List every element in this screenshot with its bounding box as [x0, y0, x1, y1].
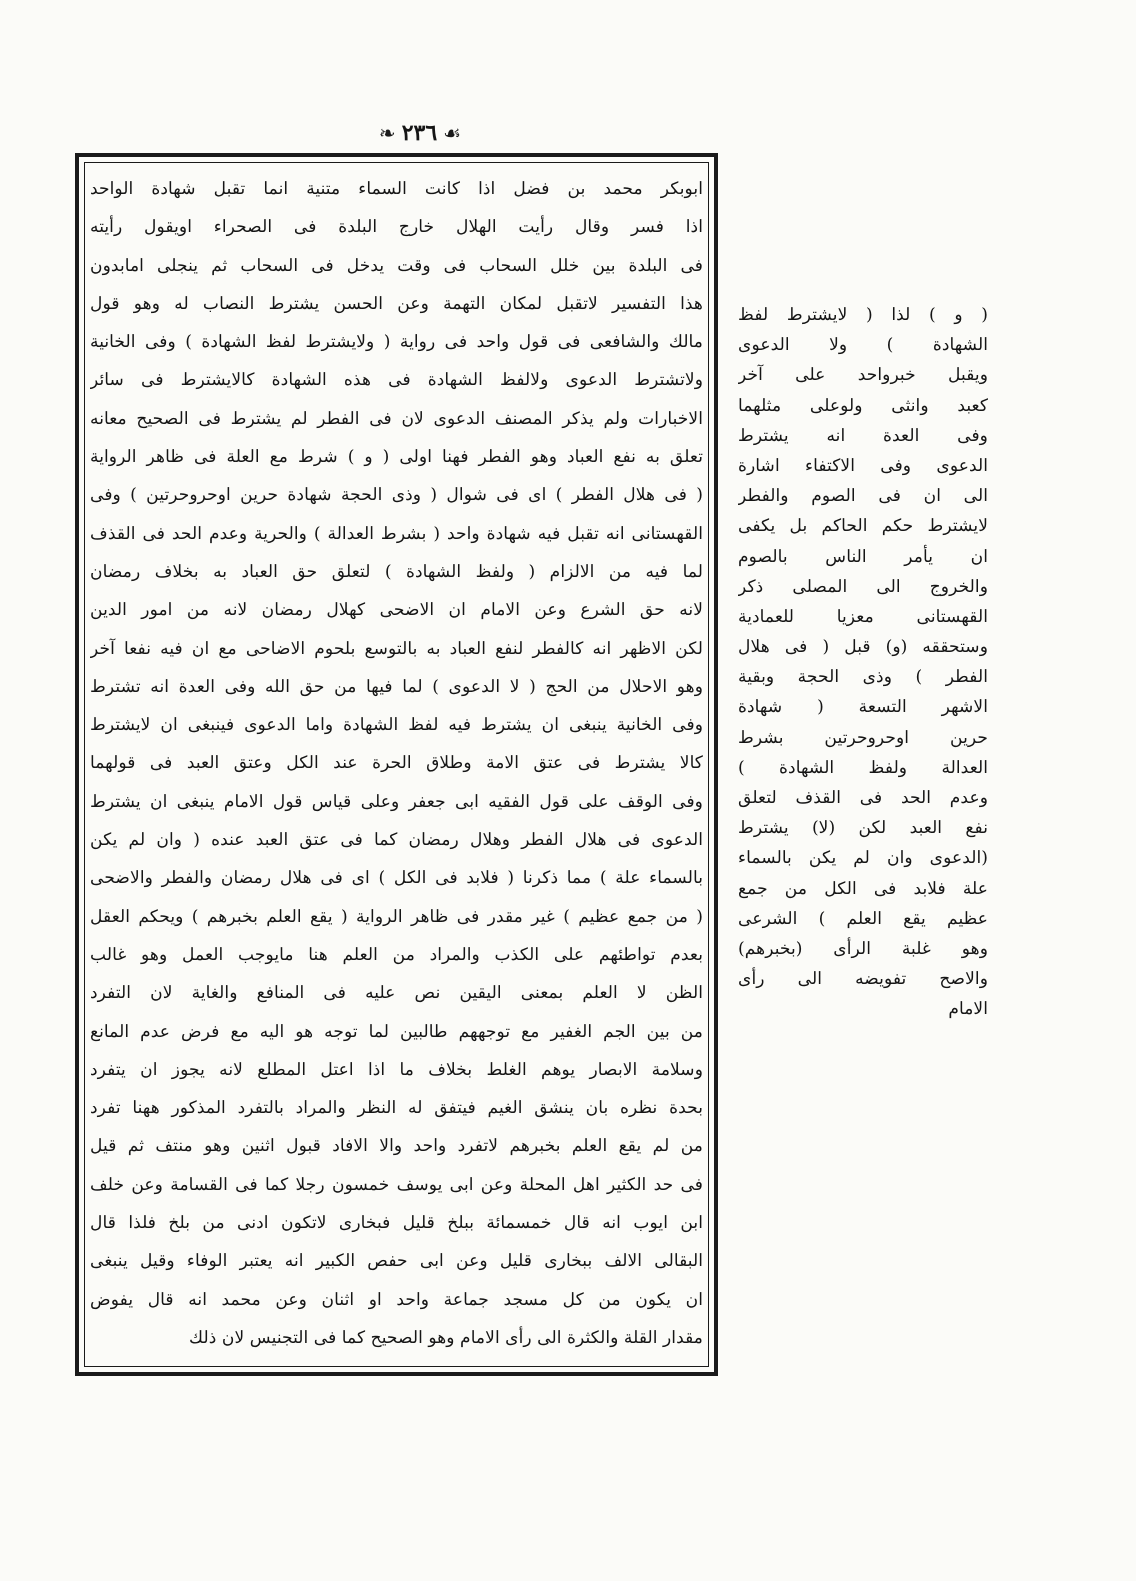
margin-text-line: ( و ) لذا ( لايشترط لفظ	[738, 305, 988, 325]
margin-text-line: (الدعوى وان لم يكن بالسماء	[738, 848, 988, 869]
margin-text-line: نفع العبد لكن (لا) يشترط	[738, 818, 988, 839]
main-text-line: تعلق به نفع العباد وهو الفطر فهنا اولى ( و ) شرط مع العلة فى ظاهر الرواية	[90, 447, 703, 468]
margin-text-line: والخروج الى المصلى ذكر	[738, 576, 988, 597]
margin-text-line: القهستانى معزيا للعمادية	[738, 606, 988, 627]
main-text-line: مقدار القلة والكثرة الى رأى الامام وهو الصحيح كما فى التجنيس لان ذلك	[189, 1327, 703, 1348]
margin-text-line: الى ان فى الصوم والفطر	[738, 486, 988, 507]
margin-text-line: العدالة ولفظ الشهادة )	[738, 757, 988, 778]
left-ornament-icon: ❧	[378, 121, 396, 145]
margin-text-line: الامام	[948, 999, 988, 1020]
main-text-line: وفى الوقف على قول الفقيه ابى جعفر وعلى قياس قول الامام ينبغى ان يشترط	[90, 791, 703, 812]
margin-text-line: لايشترط حكم الحاكم بل يكفى	[738, 516, 988, 537]
main-text-line: فى البلدة بين خلل السحاب فى وقت يدخل فى السحاب ثم ينجلى امابدون	[90, 255, 703, 276]
page-number: ٢٣٦	[401, 120, 438, 146]
margin-text-line: وهو غلبة الرأى (بخبرهم)	[738, 938, 988, 959]
main-text-line: الاخبارات ولم يذكر المصنف الدعوى لان فى الفطر لم يشترط فى الصحيح معانه	[90, 408, 703, 429]
main-text-line: ( من جمع عظيم ) غير مقدر فى ظاهر الرواية ( يقع العلم بخبرهم ) ويحكم العقل	[90, 906, 703, 927]
margin-text-line: وفى العدة انه يشترط	[738, 425, 988, 446]
main-text-line: وفى الخانية ينبغى ان يشترط فيه لفظ الشهادة واما الدعوى فينبغى ان لايشترط	[90, 715, 703, 736]
margin-text-line: ويقبل خبرواحد على آخر	[738, 365, 988, 386]
main-text-line: بالسماء علة ) مما ذكرنا ( فلابد فى الكل ) اى فى هلال رمضان والفطر والاضحى	[90, 868, 703, 889]
main-text-line: من لم يقع العلم بخبرهم لاتفرد واحد والا الافاد قبول اثنين وهو منتف ثم قيل	[90, 1136, 703, 1157]
main-text-block	[90, 170, 703, 1357]
main-text-line: ( فى هلال الفطر ) اى فى شوال ( وذى الحجة شهادة حرين اوحروحرتين ) وفى	[90, 485, 703, 506]
main-text-line: ولاتشترط الدعوى ولالفظ الشهادة فى هذه الشهادة كالايشترط فى سائر	[90, 370, 703, 391]
margin-text-line: وستحققه (و) قبل ( فى هلال	[738, 637, 988, 658]
main-text-line: البقالى الالف ببخارى قليل وعن ابى حفص الكبير انه يعتبر الوفاء وقيل ينبغى	[90, 1251, 703, 1272]
main-text-line: القهستانى انه تقبل فيه شهادة واحد ( بشرط العدالة ) والحرية وعدم الحد فى القذف	[90, 523, 703, 544]
main-text-line: اذا فسر وقال رأيت الهلال خارج البلدة فى الصحراء اويقول رأيته	[90, 217, 703, 238]
margin-text-line: وعدم الحد فى القذف لتعلق	[738, 788, 988, 808]
margin-text-line: الشهادة ) ولا الدعوى	[738, 335, 988, 356]
page-header	[340, 118, 500, 148]
main-text-line: الظن لا العلم بمعنى اليقين نص عليه فى المنافع والغاية لان التفرد	[90, 983, 703, 1004]
margin-text-line: عظيم يقع العلم ) الشرعى	[738, 908, 988, 929]
main-text-line: لما فيه من الالزام ( ولفظ الشهادة ) لتعلق حق العباد به بخلاف رمضان	[90, 561, 703, 582]
margin-text-line: ان يأمر الناس بالصوم	[738, 546, 988, 567]
margin-text-line: والاصح تفويضه الى رأى	[738, 969, 988, 990]
margin-text-line: الاشهر التسعة ( شهادة	[738, 697, 988, 718]
main-text-line: فى حد الكثير اهل المحلة وعن ابى يوسف خمسون رجلا كما فى القسامة وعن خلف	[90, 1174, 703, 1195]
margin-text-line: علة فلابد فى الكل من جمع	[738, 878, 988, 899]
margin-text-line: كعبد وانثى ولوعلى مثلهما	[738, 395, 988, 416]
main-text-line: ابن ايوب انه قال خمسمائة ببلخ قليل فبخارى لاتكون ادنى من بلخ فلذا قال	[90, 1213, 703, 1234]
main-text-line: وهو الاحلال من الحج ( لا الدعوى ) لما فيها من حق الله وفى العدة انه تشترط	[90, 676, 703, 697]
main-text-line: ان يكون من كل مسجد جماعة واحد او اثنان وعن محمد انه قال يفوض	[90, 1289, 703, 1310]
main-text-line: ابوبكر محمد بن فضل اذا كانت السماء متنية انما تقبل شهادة الواحد	[90, 179, 703, 199]
main-text-line: من بين الجم الغفير مع توجههم طالبين لما توجه هو اليه مع فرض عدم المانع	[90, 1021, 703, 1042]
right-ornament-icon: ☙	[443, 121, 462, 145]
margin-text-line: الفطر ) وذى الحجة وبقية	[738, 667, 988, 688]
margin-commentary-block	[738, 300, 988, 1025]
margin-text-line: الدعوى وفى الاكتفاء اشارة	[738, 455, 988, 476]
main-text-line: كالا يشترط فى عتق الامة وطلاق الحرة عند الكل وعتق العبد فى قولهما	[90, 753, 703, 774]
main-text-line: لانه حق الشرع وعن الامام ان الاضحى كهلال رمضان لانه من امور الدين	[90, 600, 703, 621]
main-text-line: لكن الاظهر انه كالفطر لنفع العباد به بالتوسع بلحوم الاضاحى مع ان فيه نفعا آخر	[90, 638, 703, 659]
main-text-line: وسلامة الابصار يوهم الغلط بخلاف ما اذا اعتل المطلع لانه يجوز ان يتفرد	[90, 1059, 703, 1080]
main-text-line: بحدة نظره بان ينشق الغيم فيتفق له النظر والمراد بالتفرد المذكور ههنا تفرد	[90, 1098, 703, 1119]
main-text-line: الدعوى فى هلال الفطر وهلال رمضان كما فى عتق العبد عنده ( وان لم يكن	[90, 830, 703, 851]
main-text-line: هذا التفسير لاتقبل لمكان التهمة وعن الحسن يشترط النصاب له وهو قول	[90, 293, 703, 314]
main-text-line: مالك والشافعى فى قول واحد فى رواية ( ولايشترط لفظ الشهادة ) وفى الخانية	[90, 332, 703, 353]
main-text-line: بعدم تواطئهم على الكذب والمراد من العلم هنا مايوجب العمل وهو غالب	[90, 944, 703, 965]
margin-text-line: حرين اوحروحرتين بشرط	[738, 727, 988, 748]
